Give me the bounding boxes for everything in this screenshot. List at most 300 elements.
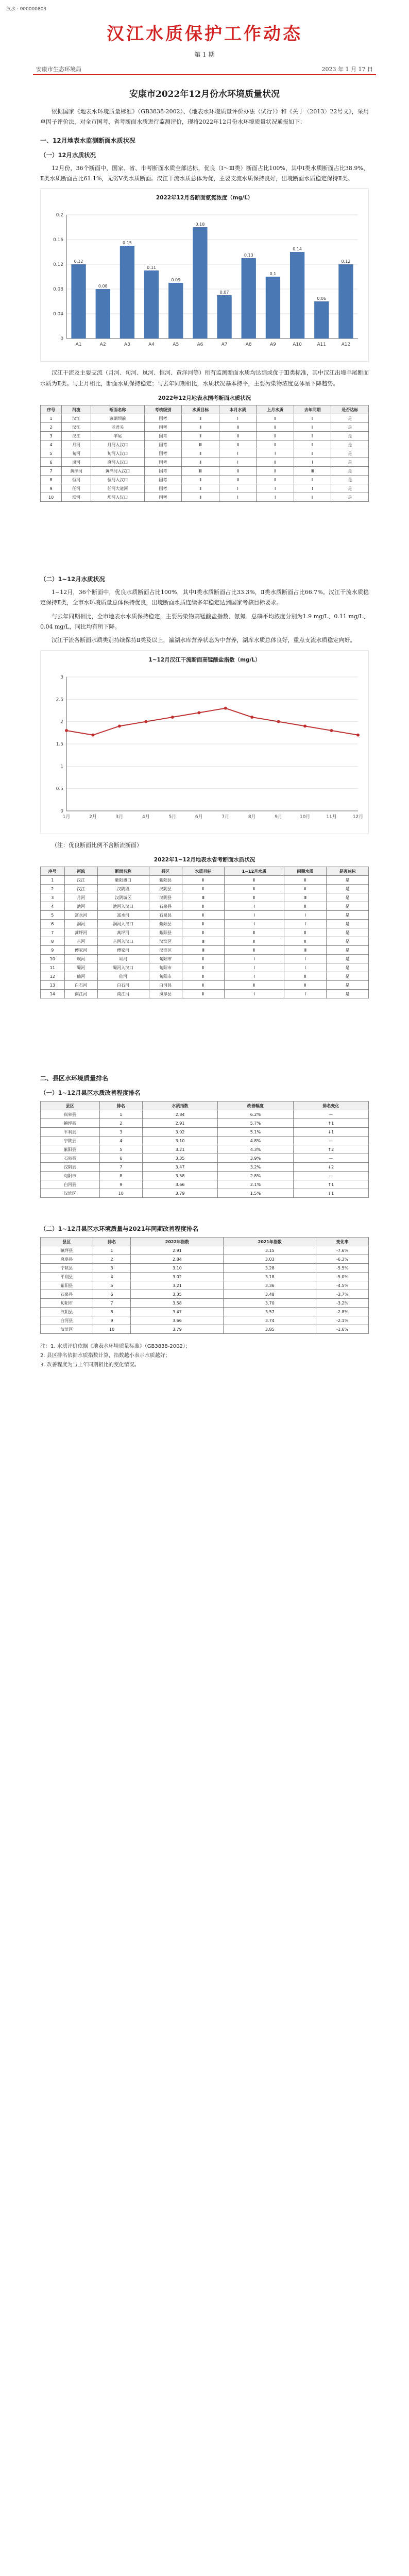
table-2-cell: 是 <box>326 876 368 885</box>
table-1-cell: Ⅱ <box>257 414 294 423</box>
table-3-header-1: 排名 <box>99 1101 142 1110</box>
content <box>40 87 369 1370</box>
masthead-issue: 第 1 期 <box>194 51 215 58</box>
data-point <box>330 729 333 732</box>
table-1-cell: Ⅱ <box>257 423 294 432</box>
table-4-cell: -2.1% <box>316 1316 369 1325</box>
table-2-cell: Ⅱ <box>284 928 326 937</box>
table-4-header-2: 2022年指数 <box>131 1238 224 1246</box>
table-3-cell: ↓1 <box>293 1128 368 1137</box>
table-row <box>41 1189 369 1198</box>
table-2-cell: 7 <box>41 928 65 937</box>
masthead-meta <box>36 65 373 73</box>
data-point <box>250 716 253 719</box>
table-1-cell: Ⅰ <box>219 484 257 493</box>
table-4-cell: 3 <box>93 1264 131 1273</box>
table-3-cell: — <box>293 1110 368 1119</box>
table-3-cell: — <box>293 1172 368 1180</box>
table-2-cell: 2 <box>41 885 65 893</box>
table-3-cell: 石泉县 <box>41 1154 100 1163</box>
table-2-cell: 蒿坪河 <box>97 928 149 937</box>
table-row <box>41 1163 369 1172</box>
table-2-cell: Ⅱ <box>284 885 326 893</box>
table-3-cell: ↑2 <box>293 1145 368 1154</box>
chart-2-caption: 1~12月汉江干流断面高锰酸盐指数（mg/L） <box>148 656 261 663</box>
table-3-cell: ↑1 <box>293 1119 368 1128</box>
table-1-cell: 国考 <box>144 484 182 493</box>
table-2-cell: 池河入汉口 <box>97 902 149 911</box>
bar <box>266 277 280 338</box>
section-2-heading: 二、县区水环境质量排名 <box>40 1075 109 1082</box>
table-2-cell: 13 <box>41 981 65 990</box>
table-4-cell: 3.28 <box>224 1264 316 1273</box>
table-2-cell: 3 <box>41 893 65 902</box>
table-2-cell: 1 <box>41 876 65 885</box>
table-1-cell: Ⅱ <box>182 414 219 423</box>
y-tick-label: 0.12 <box>53 262 63 268</box>
table-4-cell: 3.15 <box>224 1246 316 1255</box>
bar <box>144 270 159 338</box>
table-row <box>41 1308 369 1316</box>
section-2-1-heading: （一）1~12月县区水质改善程度排名 <box>40 1089 141 1097</box>
data-point <box>356 733 360 736</box>
table-2-cell: Ⅱ <box>284 972 326 981</box>
x-tick-label: 2月 <box>89 814 97 820</box>
table-2 <box>40 867 369 998</box>
table-4-cell: 2.84 <box>131 1255 224 1264</box>
table-2-cell: Ⅲ <box>182 946 224 955</box>
table-2-cell: Ⅱ <box>182 990 224 998</box>
table-2-cell: 是 <box>326 920 368 928</box>
table-4-header-0: 县区 <box>41 1238 93 1246</box>
bar <box>96 289 110 338</box>
table-1-caption: 2022年12月地表水国考断面水质状况 <box>158 395 251 402</box>
table-1-cell: Ⅱ <box>219 432 257 440</box>
table-4-cell: 2.91 <box>131 1246 224 1255</box>
table-1-cell: 任河大道河 <box>91 484 144 493</box>
table-2-cell: Ⅱ <box>224 885 284 893</box>
chart-1-caption: 2022年12月各断面氨氮浓度（mg/L） <box>156 195 253 201</box>
table-2-cell: 是 <box>326 963 368 972</box>
table-3-header-3: 改善幅度 <box>218 1101 293 1110</box>
paragraph-5: 汉江干流各断面水质类别持续保持Ⅱ类及以上，瀛湖水库营养状态为中营养，湖库水质总体良好，重点支流水质稳定向好。 <box>52 637 356 644</box>
data-label: 0.12 <box>341 259 351 264</box>
paragraph-3: 1~12月，36个断面中，优良水质断面占比100%，其中Ⅰ类水质断面占比33.3%，Ⅱ类水质断面占比66.7%。汉江干流水质稳定保持Ⅱ类，全市水环境质量总体保持优良，出境断面水质连续多年稳定达到国家考核目标要求。 <box>40 589 369 606</box>
table-1-cell: 旬河入汉口 <box>91 449 144 458</box>
y-tick-label: 0.2 <box>56 213 63 218</box>
table-row <box>41 1110 369 1119</box>
table-2-cell: Ⅱ <box>224 937 284 946</box>
table-2-cell: Ⅰ <box>284 911 326 920</box>
table-1-cell: Ⅱ <box>257 440 294 449</box>
table-3-cell: 6.2% <box>218 1110 293 1119</box>
data-point <box>197 711 200 714</box>
report-title: 安康市2022年12月份水环境质量状况 <box>129 89 280 99</box>
x-tick-label: 8月 <box>248 814 256 820</box>
table-4-cell: 3.10 <box>131 1264 224 1273</box>
table-2-cell: 紫阳县 <box>149 920 182 928</box>
y-tick-label: 3 <box>60 674 63 680</box>
table-1-cell: 黄洋河 <box>62 467 91 476</box>
table-row <box>41 476 369 484</box>
x-tick-label: 10月 <box>299 814 311 820</box>
paragraph-2: 汉江干流及主要支流（月河、旬河、岚河、恒河、黄洋河等）所有监测断面水质均达到或优于Ⅲ类标准，其中汉江出境羊尾断面水质为Ⅱ类。与上月相比，断面水质保持稳定；与去年同期相比，水质状况基本持平，主要污染物浓度总体呈下降趋势。 <box>40 369 369 387</box>
masthead-org: 安康市生态环境局 <box>36 66 81 73</box>
table-4-cell: 10 <box>93 1325 131 1334</box>
table-3-cell: 5 <box>99 1145 142 1154</box>
table-4-header-1: 排名 <box>93 1238 131 1246</box>
table-2-cell: 紫阳渡口 <box>97 876 149 885</box>
data-label: 0.14 <box>293 247 302 252</box>
table-1-cell: 恒河 <box>62 476 91 484</box>
table-2-cell: Ⅰ <box>284 963 326 972</box>
table-1-cell: Ⅰ <box>219 493 257 502</box>
table-1-cell: 国考 <box>144 414 182 423</box>
table-2-cell: 是 <box>326 990 368 998</box>
table-1-cell: Ⅱ <box>219 423 257 432</box>
table-4-cell: 3.58 <box>131 1299 224 1308</box>
table-row <box>41 1137 369 1145</box>
table-2-cell: 汉滨区 <box>149 946 182 955</box>
table-2-cell: 坝河 <box>97 955 149 963</box>
section-1-1-heading: （一）12月水质状况 <box>40 151 96 159</box>
table-2-cell: 紫阳县 <box>149 928 182 937</box>
table-4-cell: 岚皋县 <box>41 1255 93 1264</box>
table-2-cell: Ⅱ <box>224 928 284 937</box>
table-4-cell: -1.6% <box>316 1325 369 1334</box>
table-row <box>41 1145 369 1154</box>
table-3-cell: 5.7% <box>218 1119 293 1128</box>
table-2-cell: Ⅲ <box>182 893 224 902</box>
table-2-cell: 是 <box>326 885 368 893</box>
x-tick-label: 9月 <box>275 814 283 820</box>
table-3-cell: 白河县 <box>41 1180 100 1189</box>
table-row <box>41 920 369 928</box>
table-1-cell: 黄洋河入汉口 <box>91 467 144 476</box>
table-1-cell: Ⅰ <box>219 449 257 458</box>
table-row <box>41 1128 369 1137</box>
red-rule <box>33 74 376 75</box>
x-tick-label: 12月 <box>352 814 364 820</box>
table-row <box>41 1246 369 1255</box>
bar <box>120 246 134 338</box>
table-row <box>41 1264 369 1273</box>
chart-1 <box>40 188 369 362</box>
table-2-cell: 南江河 <box>97 990 149 998</box>
x-tick-label: A6 <box>197 342 203 348</box>
data-point <box>118 724 121 727</box>
table-2-cell: 坝河 <box>64 955 97 963</box>
table-1-header-3: 考核级别 <box>144 405 182 414</box>
table-1-cell: 恒河入汉口 <box>91 476 144 484</box>
y-tick-label: 0.16 <box>53 238 63 243</box>
table-1-cell: 4 <box>41 440 62 449</box>
table-2-cell: Ⅱ <box>224 876 284 885</box>
x-tick-label: 7月 <box>221 814 230 820</box>
table-2-cell: Ⅱ <box>182 963 224 972</box>
table-3-cell: — <box>293 1137 368 1145</box>
table-2-cell: Ⅰ <box>224 972 284 981</box>
table-4-cell: 9 <box>93 1316 131 1325</box>
table-2-cell: 蒿坪河 <box>64 928 97 937</box>
table-1-cell: 3 <box>41 432 62 440</box>
table-2-cell: 12 <box>41 972 65 981</box>
table-1-cell: Ⅱ <box>294 449 331 458</box>
table-3-cell: 3.2% <box>218 1163 293 1172</box>
table-3-cell: 7 <box>99 1163 142 1172</box>
table-3-cell: 3.58 <box>142 1172 217 1180</box>
table-1-cell: 国考 <box>144 423 182 432</box>
table-2-cell: 白河县 <box>149 981 182 990</box>
table-2-cell: Ⅱ <box>182 885 224 893</box>
table-1-cell: Ⅱ <box>257 467 294 476</box>
table-1-cell: Ⅱ <box>294 493 331 502</box>
table-4-cell: 3.21 <box>131 1281 224 1290</box>
table-2-cell: 是 <box>326 937 368 946</box>
table-row <box>41 484 369 493</box>
data-label: 0.11 <box>147 265 156 270</box>
table-2-cell: 蜀河入汉口 <box>97 963 149 972</box>
table-2-cell: Ⅱ <box>182 928 224 937</box>
table-1-cell: 旬河 <box>62 449 91 458</box>
x-tick-label: 11月 <box>326 814 337 820</box>
y-tick-label: 0 <box>60 336 63 342</box>
table-row <box>41 440 369 449</box>
chart-1-svg <box>41 205 368 359</box>
section-1-heading: 一、12月地表水监测断面水质状况 <box>40 137 135 144</box>
table-row <box>41 972 369 981</box>
chart-2 <box>40 650 369 834</box>
table-2-cell: Ⅱ <box>284 876 326 885</box>
table-3-cell: 1 <box>99 1110 142 1119</box>
table-3-cell: 3.35 <box>142 1154 217 1163</box>
table-3-cell: 平利县 <box>41 1128 100 1137</box>
table-1-cell: 是 <box>331 449 369 458</box>
table-1-cell: Ⅰ <box>257 493 294 502</box>
table-1-cell: 瀛湖坝前 <box>91 414 144 423</box>
table-3-cell: 3.66 <box>142 1180 217 1189</box>
table-1-cell: Ⅱ <box>294 423 331 432</box>
bar <box>217 295 231 338</box>
table-2-header-6: 同期水质 <box>284 867 326 876</box>
table-2-cell: 是 <box>326 946 368 955</box>
table-1-cell: 7 <box>41 467 62 476</box>
table-3-cell: — <box>293 1154 368 1163</box>
table-2-cell: 4 <box>41 902 65 911</box>
table-3-cell: 6 <box>99 1154 142 1163</box>
bar <box>71 264 86 338</box>
table-1-cell: Ⅱ <box>294 476 331 484</box>
table-2-cell: Ⅱ <box>182 955 224 963</box>
table-4-cell: 8 <box>93 1308 131 1316</box>
table-row <box>41 423 369 432</box>
table-1-cell: 坝河 <box>62 493 91 502</box>
table-1-cell: 9 <box>41 484 62 493</box>
table-4-cell: -6.3% <box>316 1255 369 1264</box>
table-1-cell: 坝河入汉口 <box>91 493 144 502</box>
table-4-cell: 4 <box>93 1273 131 1281</box>
table-1-cell: 国考 <box>144 458 182 467</box>
masthead-title: 汉江水质保护工作动态 <box>107 24 302 44</box>
table-2-cell: 洞河 <box>64 920 97 928</box>
table-2-cell: Ⅱ <box>182 876 224 885</box>
table-2-cell: 岚皋县 <box>149 990 182 998</box>
table-1-cell: Ⅱ <box>294 414 331 423</box>
table-1-cell: 是 <box>331 414 369 423</box>
table-row <box>41 1154 369 1163</box>
table-row <box>41 946 369 955</box>
table-2-cell: 白石河 <box>64 981 97 990</box>
table-3 <box>40 1101 369 1198</box>
table-1-cell: 汉江 <box>62 432 91 440</box>
table-3-cell: 4.8% <box>218 1137 293 1145</box>
paragraph-1: 12月份，36个断面中，国家、省、市考断面水质全部达标，优良（Ⅰ～Ⅲ类）断面占比100%，其中Ⅰ类水质断面占比38.9%、Ⅱ类水质断面占比61.1%，无劣Ⅴ类水质断面。汉江干流水质总体为优，主要支流水质保持良好，出境断面水质稳定保持Ⅱ类。 <box>40 164 369 182</box>
table-2-cell: 石泉县 <box>149 902 182 911</box>
table-row <box>41 902 369 911</box>
table-row <box>41 937 369 946</box>
table-row <box>41 990 369 998</box>
table-1-cell: 2 <box>41 423 62 432</box>
data-label: 0.12 <box>74 259 83 264</box>
table-4-cell: -4.5% <box>316 1281 369 1290</box>
note-line: 2. 县区排名依据水质指数计算，指数越小表示水质越好； <box>40 1353 171 1359</box>
table-row <box>41 963 369 972</box>
table-row <box>41 1180 369 1189</box>
bar <box>168 283 183 338</box>
table-1-cell: Ⅱ <box>182 432 219 440</box>
table-1-header-0: 序号 <box>41 405 62 414</box>
table-4-cell: 3.74 <box>224 1316 316 1325</box>
table-2-cell: 5 <box>41 911 65 920</box>
y-tick-label: 1 <box>60 764 63 770</box>
table-1-cell: Ⅱ <box>182 493 219 502</box>
chart-2-svg <box>41 667 368 832</box>
table-1-cell: Ⅱ <box>294 440 331 449</box>
notes-block <box>40 1342 369 1370</box>
table-row <box>41 911 369 920</box>
data-point <box>91 733 94 736</box>
table-1-cell: 汉江 <box>62 414 91 423</box>
table-1-cell: Ⅱ <box>219 467 257 476</box>
table-4-cell: 汉阴县 <box>41 1308 93 1316</box>
x-tick-label: A10 <box>293 342 302 348</box>
x-tick-label: A11 <box>317 342 327 348</box>
table-1-cell: Ⅱ <box>219 440 257 449</box>
table-3-cell: 3.79 <box>142 1189 217 1198</box>
table-4-cell: 旬阳市 <box>41 1299 93 1308</box>
data-point <box>144 720 147 723</box>
table-2-cell: Ⅱ <box>224 981 284 990</box>
table-2-cell: 洞河入汉口 <box>97 920 149 928</box>
table-1-cell: 是 <box>331 423 369 432</box>
table-2-cell: Ⅲ <box>182 937 224 946</box>
table-2-cell: Ⅰ <box>224 920 284 928</box>
table-1-cell: Ⅲ <box>182 467 219 476</box>
table-2-cell: Ⅰ <box>224 911 284 920</box>
table-2-cell: Ⅱ <box>224 893 284 902</box>
table-2-cell: 吉河入汉口 <box>97 937 149 946</box>
table-2-cell: Ⅱ <box>284 981 326 990</box>
table-4-header-3: 2021年指数 <box>224 1238 316 1246</box>
y-tick-label: 1.5 <box>56 741 63 747</box>
table-row <box>41 1299 369 1308</box>
table-2-cell: 紫阳县 <box>149 876 182 885</box>
table-2-cell: Ⅰ <box>224 963 284 972</box>
data-label: 0.18 <box>195 222 205 227</box>
table-4-cell: 3.48 <box>224 1290 316 1299</box>
x-tick-label: 1月 <box>62 814 71 820</box>
table-1-cell: 是 <box>331 467 369 476</box>
section-1-2-heading: （二）1~12月水质状况 <box>40 575 105 583</box>
table-1-cell: 是 <box>331 484 369 493</box>
table-3-cell: ↓2 <box>293 1163 368 1172</box>
table-1-cell: 岚河 <box>62 458 91 467</box>
table-4-cell: -2.8% <box>316 1308 369 1316</box>
table-2-cell: 14 <box>41 990 65 998</box>
table-row <box>41 467 369 476</box>
table-3-cell: 3.21 <box>142 1145 217 1154</box>
table-1-cell: Ⅱ <box>257 476 294 484</box>
table-2-cell: 白石河 <box>97 981 149 990</box>
table-2-cell: 11 <box>41 963 65 972</box>
table-3-cell: 3.10 <box>142 1137 217 1145</box>
table-3-cell: ↑1 <box>293 1180 368 1189</box>
table-row <box>41 893 369 902</box>
table-1-cell: Ⅰ <box>219 414 257 423</box>
table-1-cell: 月河入汉口 <box>91 440 144 449</box>
table-2-cell: Ⅱ <box>224 946 284 955</box>
table-2-cell: 旬阳市 <box>149 972 182 981</box>
table-2-cell: 是 <box>326 955 368 963</box>
table-2-cell: 10 <box>41 955 65 963</box>
table-2-cell: 汉阴县 <box>149 893 182 902</box>
table-1-cell: 任河 <box>62 484 91 493</box>
table-2-cell: 仙河 <box>97 972 149 981</box>
table-1-cell: 是 <box>331 440 369 449</box>
table-2-cell: Ⅲ <box>284 946 326 955</box>
bar <box>290 252 304 338</box>
table-2-cell: 9 <box>41 946 65 955</box>
table-1-cell: 是 <box>331 432 369 440</box>
table-2-cell: 是 <box>326 972 368 981</box>
table-1-cell: Ⅲ <box>182 440 219 449</box>
table-3-header-4: 排名变化 <box>293 1101 368 1110</box>
table-2-cell: Ⅱ <box>284 902 326 911</box>
table-3-cell: 4 <box>99 1137 142 1145</box>
table-4-cell: 3.03 <box>224 1255 316 1264</box>
table-1-cell: 羊尾 <box>91 432 144 440</box>
table-4-cell: 3.79 <box>131 1325 224 1334</box>
table-1-cell: Ⅱ <box>182 484 219 493</box>
table-2-cell: 富水河 <box>97 911 149 920</box>
table-1-cell: Ⅱ <box>182 423 219 432</box>
x-tick-label: A7 <box>221 342 228 348</box>
table-3-cell: 5.1% <box>218 1128 293 1137</box>
table-1-cell: Ⅰ <box>219 458 257 467</box>
table-3-cell: 2 <box>99 1119 142 1128</box>
table-3-header-2: 水质指数 <box>142 1101 217 1110</box>
table-4-cell: 3.66 <box>131 1316 224 1325</box>
table-3-cell: 2.8% <box>218 1172 293 1180</box>
table-row <box>41 1281 369 1290</box>
table-3-cell: 3 <box>99 1128 142 1137</box>
table-row <box>41 1325 369 1334</box>
table-row <box>41 493 369 502</box>
y-tick-label: 0 <box>60 808 63 814</box>
table-1-cell: Ⅱ <box>294 432 331 440</box>
table-1-cell: 老君关 <box>91 423 144 432</box>
table-4-cell: 3.02 <box>131 1273 224 1281</box>
